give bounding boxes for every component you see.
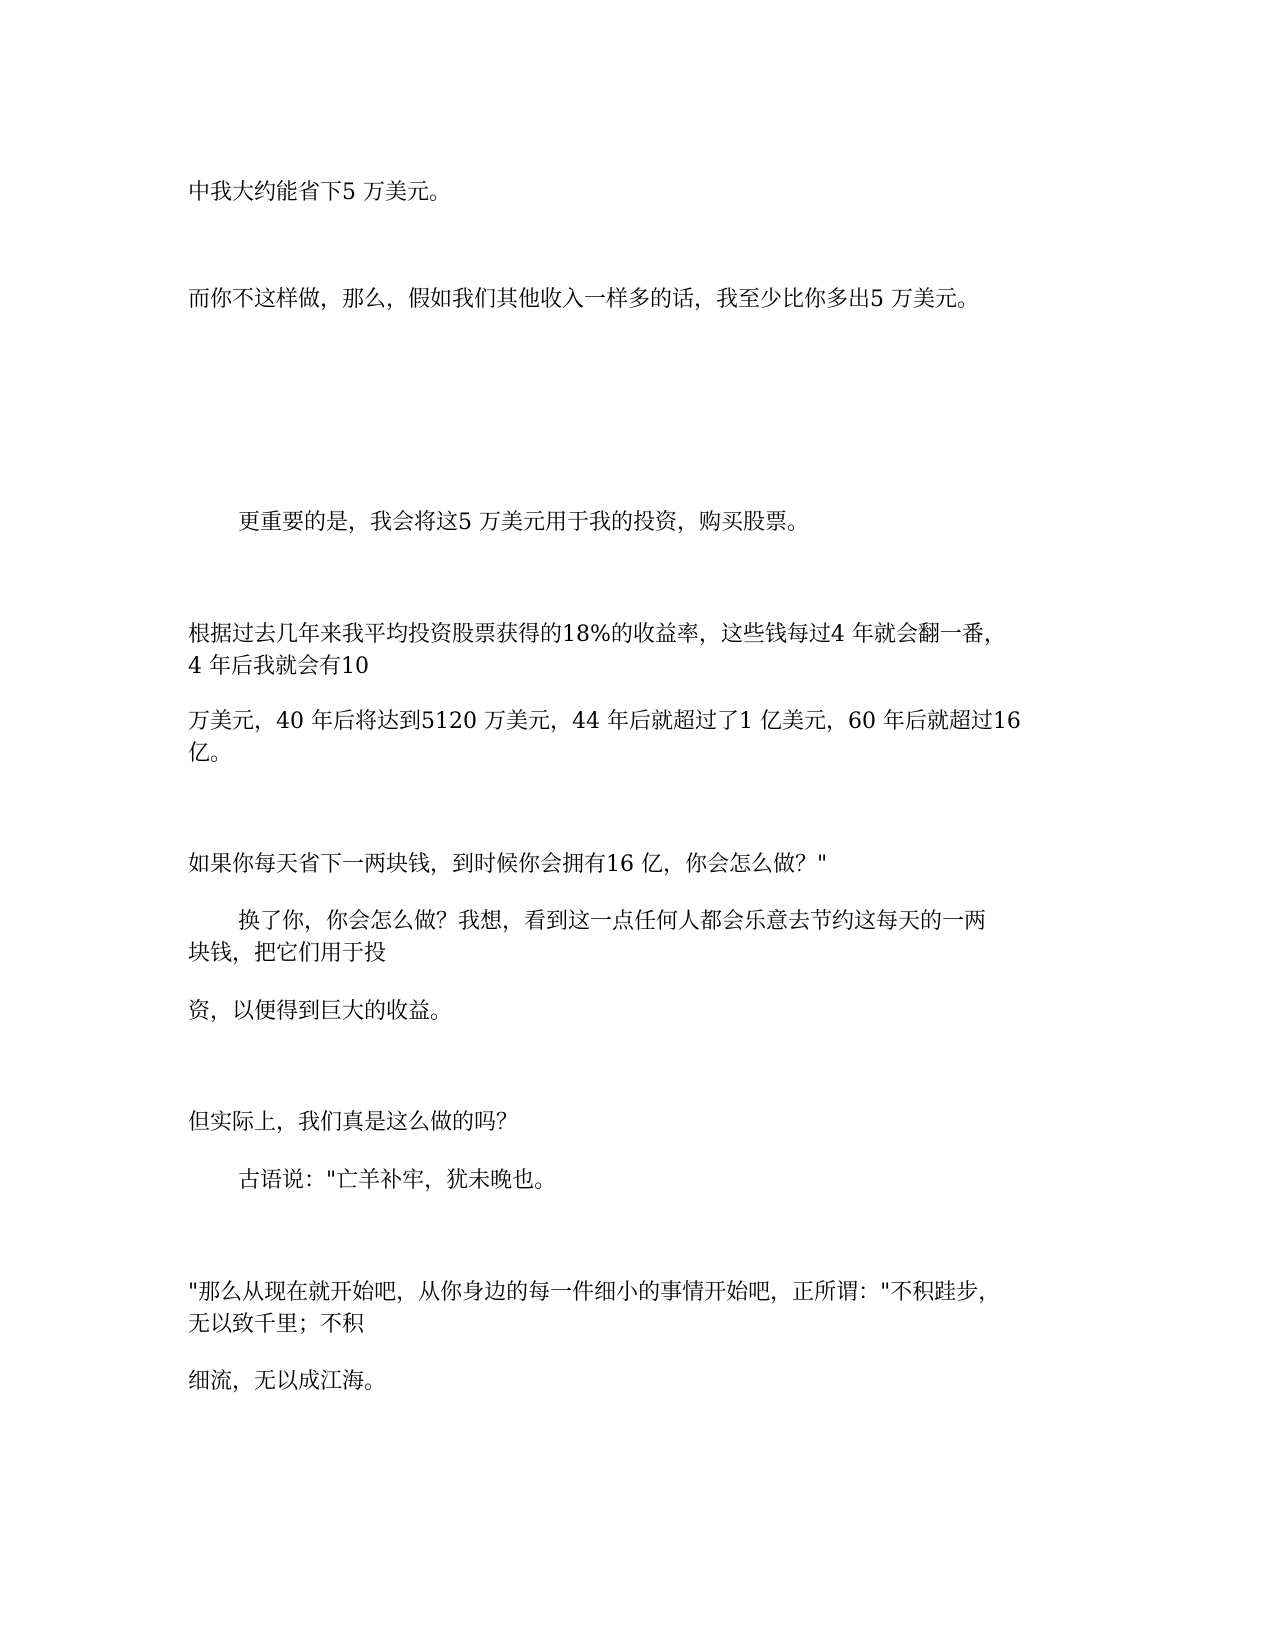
text-line: "那么从现在就开始吧，从你身边的每一件细小的事情开始吧，正所谓："不积跬步， (188, 1280, 1001, 1305)
text-line: 无以致千里；不积 (188, 1312, 365, 1337)
text-line: 万美元，40 年后将达到5120 万美元，44 年后就超过了1 亿美元，60 年后就超过16 (188, 709, 1021, 734)
text-line: 而你不这样做，那么，假如我们其他收入一样多的话，我至少比你多出5 万美元。 (188, 287, 979, 312)
text-line: 古语说："亡羊补牢，犹未晚也。 (238, 1168, 557, 1193)
text-line: 但实际上，我们真是这么做的吗？ (188, 1110, 519, 1135)
text-line: 根据过去几年来我平均投资股票获得的18%的收益率，这些钱每过4 年就会翻一番， (188, 622, 1006, 647)
text-line: 细流，无以成江海。 (188, 1369, 387, 1394)
text-line: 4 年后我就会有10 (188, 654, 369, 679)
text-line: 换了你，你会怎么做？我想，看到这一点任何人都会乐意去节约这每天的一两 (238, 909, 987, 934)
text-line: 亿。 (188, 741, 233, 766)
text-line: 如果你每天省下一两块钱，到时候你会拥有16 亿，你会怎么做？" (188, 852, 828, 877)
text-line: 更重要的是，我会将这5 万美元用于我的投资，购买股票。 (238, 510, 809, 535)
text-line: 块钱，把它们用于投 (188, 941, 387, 966)
text-line: 资，以便得到巨大的收益。 (188, 999, 453, 1024)
text-line: 中我大约能省下5 万美元。 (188, 180, 451, 205)
